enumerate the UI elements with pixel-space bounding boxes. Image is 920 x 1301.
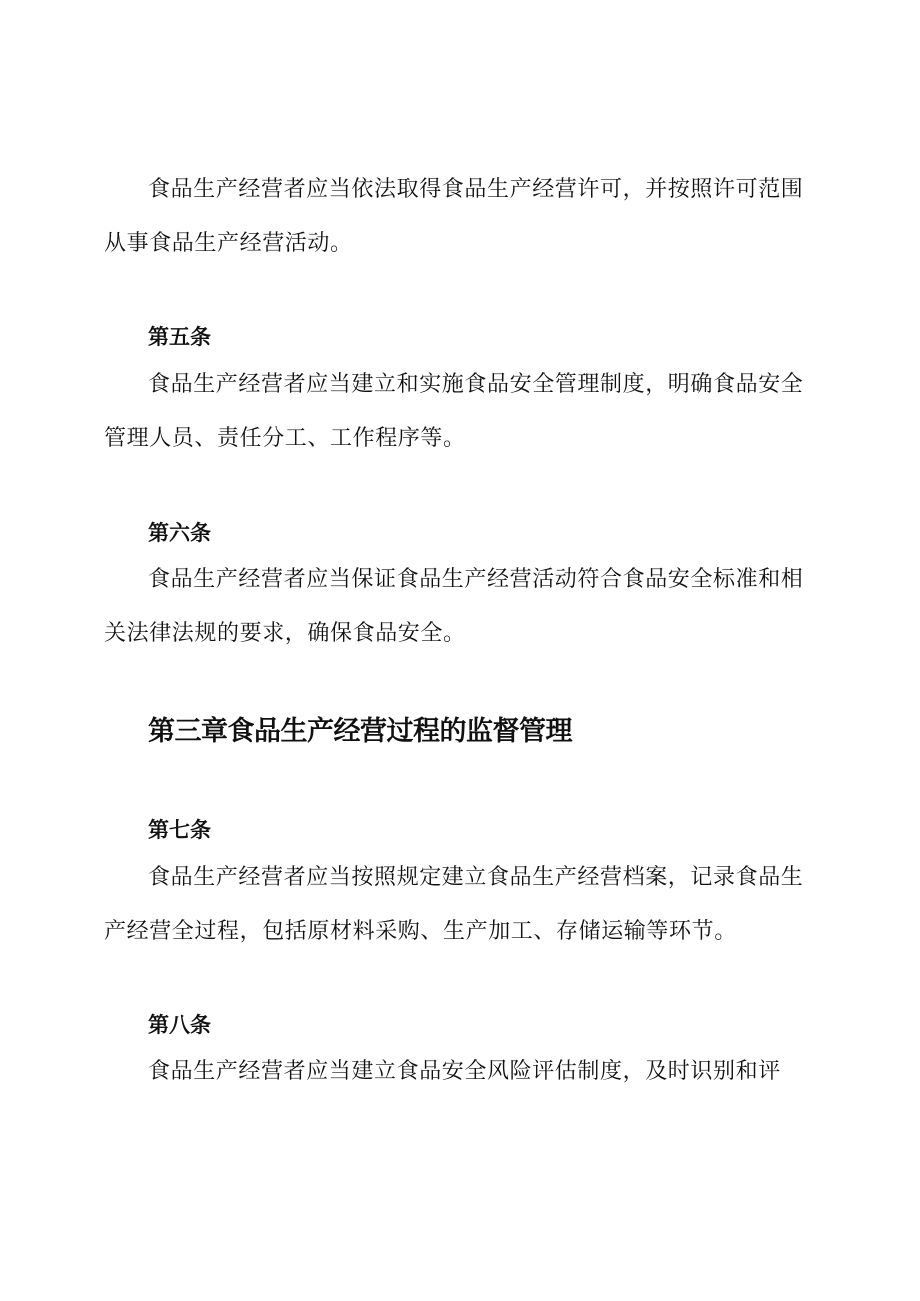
chapter-3-heading: 第三章食品生产经营过程的监督管理: [148, 716, 572, 747]
article-5-text: 食品生产经营者应当建立和实施食品安全管理制度，明确食品安全管理人员、责任分工、工作程序等。: [104, 372, 804, 451]
article-6-text: 食品生产经营者应当保证食品生产经营活动符合食品安全标准和相关法律法规的要求，确保食品安全。: [104, 567, 804, 646]
article-8-heading: 第八条: [148, 1013, 211, 1037]
article-8-text: 食品生产经营者应当建立食品安全风险评估制度，及时识别和评: [148, 1059, 781, 1084]
paragraph-intro: 食品生产经营者应当依法取得食品生产经营许可，并按照许可范围从事食品生产经营活动。: [104, 177, 804, 256]
article-6-heading: 第六条: [148, 521, 211, 545]
article-7-heading: 第七条: [148, 818, 211, 842]
article-7-text: 食品生产经营者应当按照规定建立食品生产经营档案，记录食品生产经营全过程，包括原材料采购、生产加工、存储运输等环节。: [104, 865, 804, 944]
article-5-heading: 第五条: [148, 325, 211, 349]
